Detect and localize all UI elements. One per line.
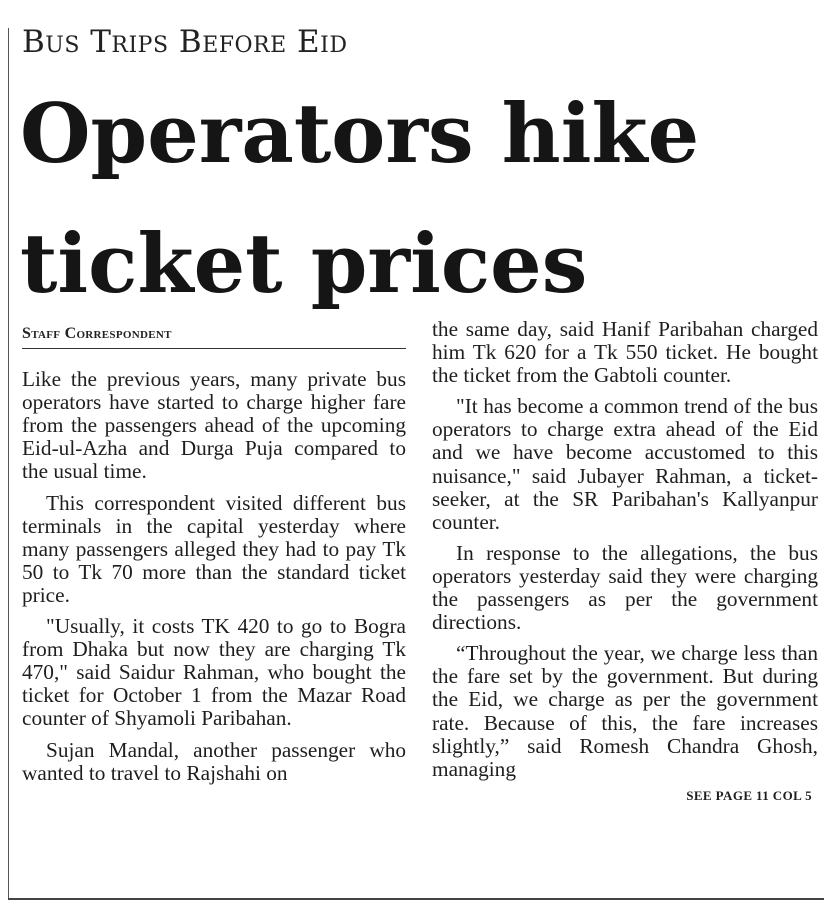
article-column-right (432, 318, 818, 807)
paragraph: Sujan Mandal, another passenger who wanted to travel to Rajshahi on (22, 737, 406, 785)
paragraph: "It has become a common trend of the bus operators to charge extra ahead of the Eid and we have become accustomed to this nuisance," said Jubayer Rahman, a ticket-seeker, at the SR Paribahan's Kallyanpur counter. (432, 394, 818, 534)
paragraph: In response to the allegations, the bus operators yesterday said they were charging the passengers as per the government directions. (432, 540, 818, 635)
paragraph: the same day, said Hanif Paribahan charged him Tk 620 for a Tk 550 ticket. He bought the ticket from the Gabtoli counter. (432, 317, 818, 388)
bottom-rule (8, 898, 824, 900)
paragraph: Like the previous years, many private bus operators have started to charge higher fare from the passengers ahead of the upcoming Eid-ul-Azha and Durga Puja compared to the usual time. (22, 367, 406, 484)
paragraph: "Usually, it costs TK 420 to go to Bogra from Dhaka but now they are charging Tk 470," said Saidur Rahman, who bought the ticket for October 1 from the Mazar Road counter of Shyamoli Paribahan. (22, 614, 406, 731)
left-column-rule (8, 28, 9, 898)
continuation-jump[interactable]: SEE PAGE 11 COL 5 (686, 787, 812, 803)
byline-block (22, 320, 406, 349)
headline: Operators hike ticket prices (20, 87, 700, 312)
article-column-left (22, 316, 406, 785)
paragraph: “Throughout the year, we charge less than the fare set by the government. But during the Eid, we charge as per the government rate. Because of this, the fare increases slightly,” said Romesh Chandra Ghosh, managing (432, 641, 818, 781)
kicker: Bus Trips Before Eid (22, 24, 348, 60)
paragraph: This correspondent visited different bus terminals in the capital yesterday where many passengers alleged they had to pay Tk 50 to Tk 70 more than the standard ticket price. (22, 490, 406, 607)
byline: Staff Correspondent (22, 325, 172, 342)
